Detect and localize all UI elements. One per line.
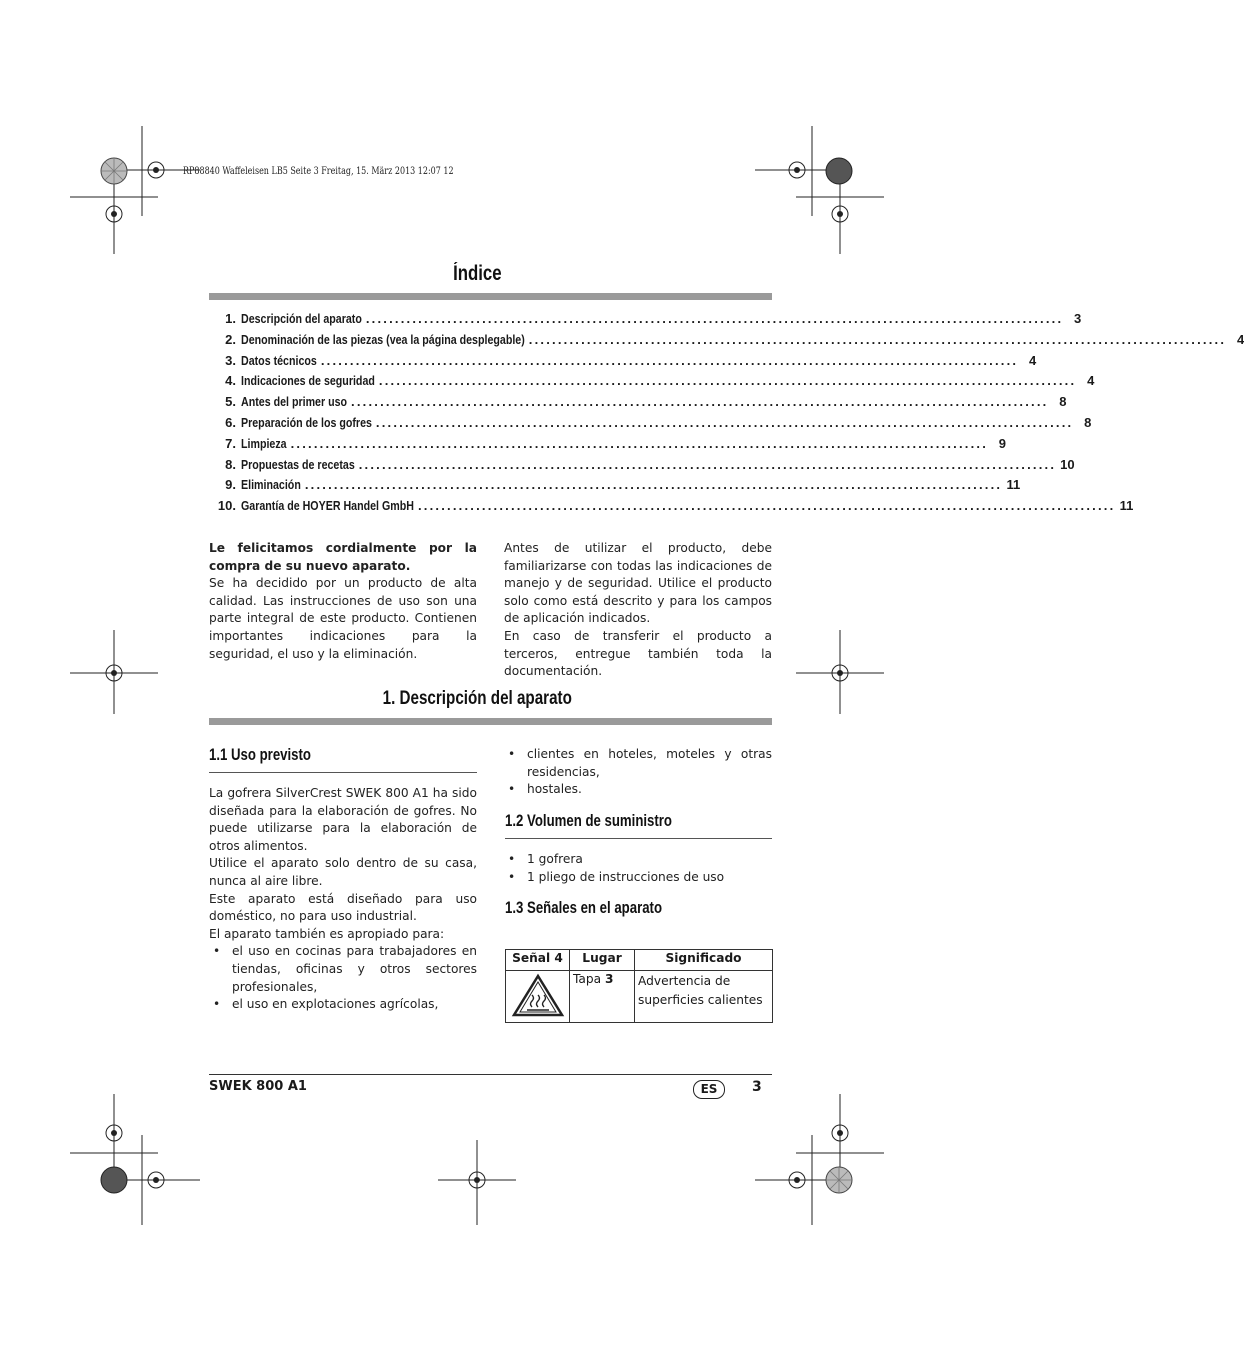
- volumen-list-wrap: [504, 851, 772, 886]
- intro-lead: Le felicitamos cordialmente por la compra de su nuevo aparato.: [209, 541, 477, 573]
- column-header: Señal 4: [506, 950, 570, 971]
- index-rule: [209, 293, 772, 300]
- toc-leader: ........................................................................................................................: [351, 394, 1049, 410]
- place-label: Tapa: [573, 972, 605, 986]
- page-number: 3: [752, 1079, 762, 1095]
- place-cell: [570, 971, 635, 1023]
- toc-page: 3: [1074, 311, 1082, 326]
- list-item: • el uso en explotaciones agrícolas,: [209, 996, 477, 1014]
- toc-entry: [209, 498, 1134, 519]
- meaning-cell: Advertencia de superficies calientes: [635, 971, 773, 1023]
- subsection-rule: [209, 772, 477, 773]
- toc-page: 11: [1006, 477, 1021, 493]
- toc-label: Limpieza: [241, 435, 287, 451]
- toc-entry: [209, 414, 1092, 436]
- toc-entry: [209, 456, 1075, 478]
- subsection-volumen-title: 1.2 Volumen de suministro: [505, 812, 672, 830]
- subsection-senales-title: 1.3 Señales en el aparato: [505, 899, 663, 917]
- toc-leader: ........................................................................................................................: [528, 331, 1227, 347]
- toc-leader: ........................................................................................................................: [290, 435, 989, 451]
- toc-entry: [209, 311, 1082, 332]
- toc-leader: ........................................................................................................................: [378, 373, 1077, 389]
- list-item: • 1 pliego de instrucciones de uso: [504, 869, 772, 887]
- list-item: • clientes en hoteles, moteles y otras residencias,: [504, 746, 772, 781]
- toc-entry: [209, 331, 1244, 353]
- toc-page: 4: [1029, 352, 1037, 368]
- section-title: 1. Descripción del aparato: [382, 688, 572, 709]
- toc-label: Datos técnicos: [241, 352, 317, 368]
- toc-number: 6.: [225, 414, 236, 430]
- toc-leader: ........................................................................................................................: [365, 311, 1064, 326]
- toc-entry: [209, 435, 1007, 457]
- footer-model: SWEK 800 A1: [209, 1079, 307, 1094]
- list-item: • 1 gofrera: [504, 851, 772, 869]
- toc-page: 8: [1084, 414, 1092, 430]
- toc-label: Eliminación: [241, 477, 301, 493]
- toc-number: 1.: [225, 311, 236, 326]
- table-of-contents: [209, 311, 1244, 519]
- toc-entry: [209, 352, 1037, 374]
- toc-page: 4: [1236, 331, 1244, 347]
- place-number: 3: [604, 972, 614, 986]
- list-item: • hostales.: [504, 781, 772, 799]
- intro-right-p2: En caso de transferir el producto a terceros, entregue también toda la documentación.: [504, 628, 772, 679]
- toc-label: Propuestas de recetas: [241, 456, 355, 472]
- footer-rule: [209, 1074, 772, 1075]
- toc-label: Garantía de HOYER Handel GmbH: [241, 498, 414, 514]
- toc-label: Indicaciones de seguridad: [241, 373, 375, 389]
- section-rule: [209, 718, 772, 725]
- index-title: Índice: [452, 262, 502, 285]
- toc-number: 2.: [225, 331, 236, 347]
- toc-leader: ........................................................................................................................: [358, 456, 1057, 472]
- toc-number: 7.: [225, 435, 236, 451]
- column-header: Lugar: [570, 950, 635, 971]
- subsection-rule: [505, 838, 772, 839]
- language-badge: ES: [693, 1080, 725, 1099]
- toc-number: 5.: [225, 394, 236, 410]
- signals-table: [505, 949, 773, 1023]
- print-header: RP88840 Waffeleisen LB5 Seite 3 Freitag, 15. März 2013 12:07 12: [183, 166, 454, 177]
- toc-page: 9: [998, 435, 1007, 451]
- toc-leader: ........................................................................................................................: [320, 352, 1019, 368]
- list-item: • el uso en cocinas para trabajadores en tiendas, oficinas y otros sectores profesionales,: [209, 943, 477, 996]
- toc-leader: ........................................................................................................................: [417, 498, 1116, 514]
- toc-entry: [209, 477, 1021, 498]
- intro-right-column: [504, 540, 772, 681]
- toc-label: Denominación de las piezas (vea la página desplegable): [241, 331, 525, 347]
- toc-page: 4: [1087, 373, 1095, 389]
- intro-right-p1: Antes de utilizar el producto, debe familiarizarse con todas las indicaciones de manejo y de seguridad. Utilice el producto solo como está descrito y para los campos de aplicación indicados.: [504, 541, 772, 626]
- uso-previsto-p3: Este aparato está diseñado para uso doméstico, no para uso industrial.: [209, 891, 477, 924]
- toc-page: 8: [1059, 394, 1067, 410]
- toc-entry: [209, 394, 1067, 415]
- toc-page: 10: [1060, 456, 1075, 472]
- toc-page: 11: [1119, 498, 1134, 514]
- intro-left-column: [209, 540, 477, 663]
- uso-previsto-p2: Utilice el aparato solo dentro de su casa, nunca al aire libre.: [209, 856, 477, 888]
- uso-previsto-p4: El aparato también es apropiado para:: [209, 926, 445, 941]
- signal-cell: [506, 971, 570, 1023]
- toc-number: 10.: [217, 498, 236, 514]
- toc-number: 8.: [225, 456, 236, 472]
- hot-surface-warning-icon: [512, 973, 564, 1017]
- column-header: Significado: [635, 950, 773, 971]
- toc-number: 9.: [225, 477, 236, 493]
- toc-entry: [209, 373, 1095, 394]
- uso-previsto-list: [209, 943, 477, 1013]
- toc-leader: ........................................................................................................................: [375, 414, 1074, 430]
- intro-left-text: Se ha decidido por un producto de alta calidad. Las instrucciones de uso son una parte integral de este producto. Contienen importantes indicaciones para la seguridad, el uso y la eliminación.: [209, 576, 477, 661]
- toc-label: Antes del primer uso: [241, 394, 348, 410]
- uso-previsto-p1: La gofrera SilverCrest SWEK 800 A1 ha sido diseñada para la elaboración de gofres. No puede utilizarse para la elaboración de otros alimentos.: [209, 786, 477, 853]
- subsection-uso-previsto-title: 1.1 Uso previsto: [209, 746, 311, 764]
- toc-leader: ........................................................................................................................: [304, 477, 1003, 493]
- toc-label: Preparación de los gofres: [241, 414, 372, 430]
- uso-previsto-text: [209, 785, 477, 1014]
- toc-label: Descripción del aparato: [241, 311, 362, 326]
- toc-number: 4.: [225, 373, 236, 389]
- toc-number: 3.: [225, 352, 236, 368]
- uso-previsto-continued: [504, 746, 772, 799]
